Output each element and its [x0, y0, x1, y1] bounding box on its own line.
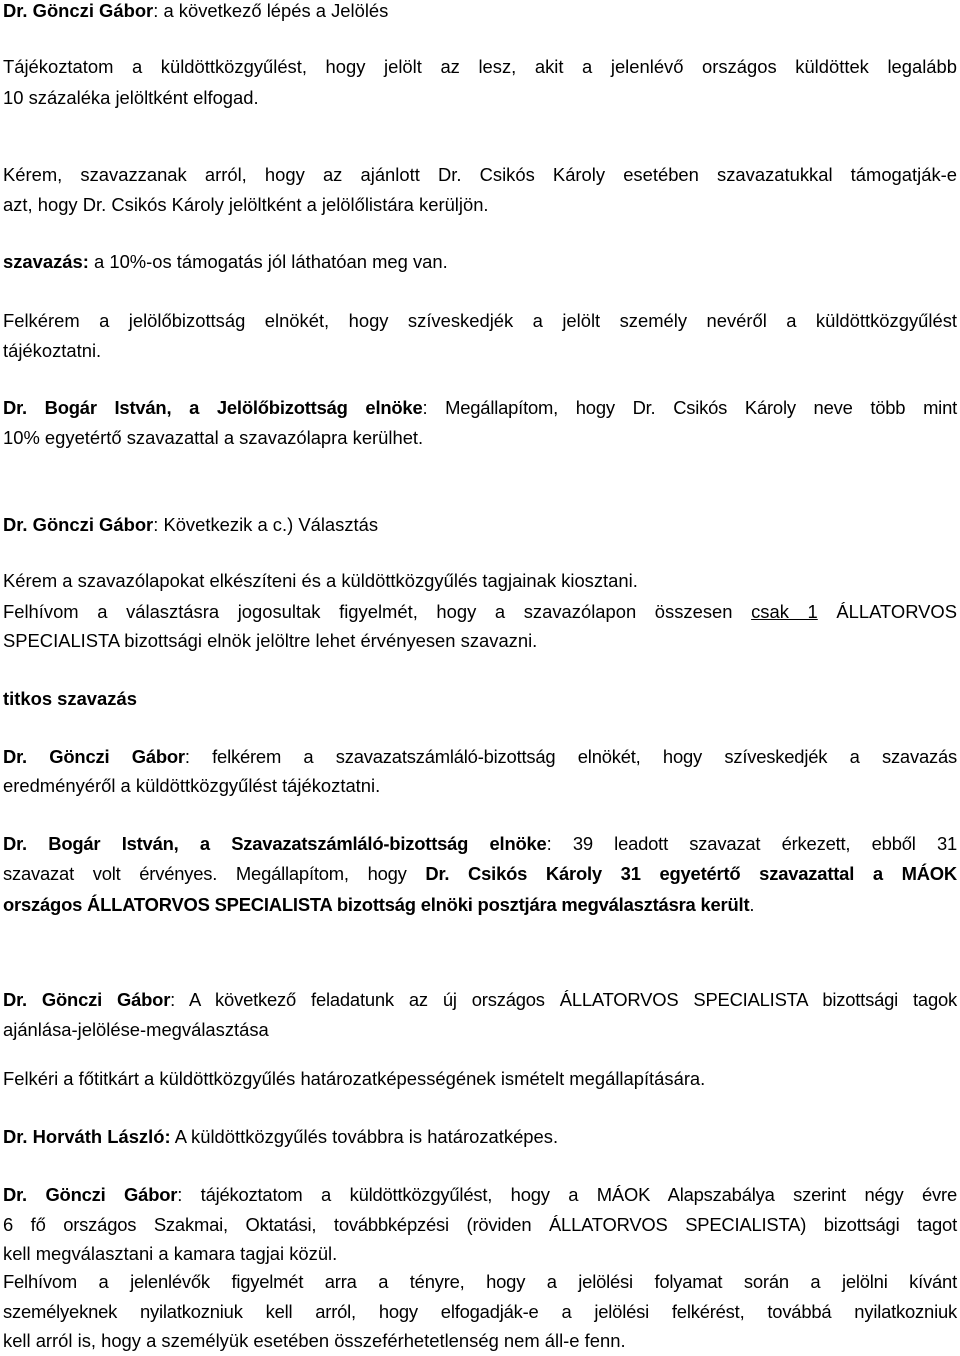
statement-text: : Következik a c.) Választás [153, 514, 379, 535]
p2-line2: 10 százaléka jelöltként elfogad. [3, 87, 259, 108]
p7-line [3, 513, 957, 537]
p3-line2: azt, hogy Dr. Csikós Károly jelöltként a jelölőlistára kerüljön. [3, 194, 489, 215]
vote-result-text: a 10%-os támogatás jól láthatóan meg van. [88, 251, 448, 272]
p6-line1 [3, 396, 957, 420]
statement-text: : a következő lépés a Jelölés [153, 0, 389, 21]
p5-line1: Felkérem a jelölőbizottság elnökét, hogy szíveskedjék a jelölt személy nevéről a küldöttközgyűlést [3, 310, 957, 331]
speaker-name: Dr. Horváth László: [3, 1126, 171, 1147]
speaker-name: Dr. Gönczi Gábor [3, 746, 185, 767]
p12-line1 [3, 988, 957, 1012]
statement-text: : 39 leadott szavazat érkezett, ebből 31 [546, 833, 958, 854]
speaker-name: Dr. Gönczi Gábor [3, 1184, 178, 1205]
p9-line [3, 687, 957, 711]
underlined-text: csak 1 [751, 601, 818, 622]
p12-line2: ajánlása-jelölése-megválasztása [3, 1019, 269, 1040]
p15-line3: kell megválasztani a kamara tagjai közül. [3, 1243, 338, 1264]
p15-line5: személyeknek nyilatkozniuk kell arról, hogy elfogadják-e a jelölési felkérést, továbbá nyilatkozniuk [3, 1301, 957, 1322]
p15-line6: kell arról is, hogy a személyük esetében összeférhetetlenség nem áll-e fenn. [3, 1330, 626, 1351]
p6-line2: 10% egyetértő szavazattal a szavazólapra kerülhet. [3, 427, 424, 448]
p11-line3: országos ÁLLATORVOS SPECIALISTA bizottság elnöki posztjára megválasztásra került. [3, 894, 755, 915]
p10-line1 [3, 745, 957, 769]
p10-line2: eredményéről a küldöttközgyűlést tájékoztatni. [3, 775, 381, 796]
p1-line [3, 0, 957, 23]
statement-text: : tájékoztatom a küldöttközgyűlést, hogy a MÁOK Alapszabálya szerint négy évre [177, 1184, 958, 1205]
p3-line1: Kérem, szavazzanak arról, hogy az ajánlott Dr. Csikós Károly esetében szavazatukkal támogatják-e [3, 164, 957, 185]
speaker-name: Dr. Gönczi Gábor [3, 0, 154, 21]
p5-line2: tájékoztatni. [3, 340, 102, 361]
p8-line2: Felhívom a választásra jogosultak figyelmét, hogy a szavazólapon összesen csak 1 ÁLLATORVOS [3, 601, 957, 622]
speaker-name: Dr. Gönczi Gábor [3, 989, 171, 1010]
p15-line1 [3, 1183, 957, 1207]
p8-line3: SPECIALISTA bizottsági elnök jelöltre lehet érvényesen szavazni. [3, 630, 538, 651]
statement-text: : A következő feladatunk az új országos ÁLLATORVOS SPECIALISTA bizottsági tagok [170, 989, 957, 1010]
p15-line4: Felhívom a jelenlévők figyelmét arra a tényre, hogy a jelölési folyamat során a jelölni kívánt [3, 1271, 957, 1292]
p13-line: Felkéri a főtitkárt a küldöttközgyűlés határozatképességének ismételt megállapítására. [3, 1068, 706, 1089]
p11-line1 [3, 832, 957, 856]
result-bold-text: Dr. Csikós Károly 31 egyetértő szavazattal a MÁOK [425, 863, 957, 884]
vote-label: szavazás: [3, 251, 89, 272]
p2-line1: Tájékoztatom a küldöttközgyűlést, hogy jelölt az lesz, akit a jelenlévő országos küldöttek legalább [3, 56, 957, 77]
statement-text: : felkérem a szavazatszámláló-bizottság elnökét, hogy szíveskedjék a szavazás [184, 746, 958, 767]
speaker-name: Dr. Gönczi Gábor [3, 514, 154, 535]
p14-line [3, 1125, 957, 1149]
result-bold-text: országos ÁLLATORVOS SPECIALISTA bizottság elnöki posztjára megválasztásra került [3, 894, 750, 915]
statement-text: A küldöttközgyűlés továbbra is határozatképes. [170, 1126, 559, 1147]
statement-text: : Megállapítom, hogy Dr. Csikós Károly neve több mint [422, 397, 958, 418]
p8-line1: Kérem a szavazólapokat elkészíteni és a küldöttközgyűlés tagjainak kiosztani. [3, 570, 638, 591]
secret-vote-label: titkos szavazás [3, 688, 137, 709]
speaker-name: Dr. Bogár István, a Jelölőbizottság elnöke [3, 397, 423, 418]
p4-line [3, 250, 957, 274]
p15-line2: 6 fő országos Szakmai, Oktatási, továbbképzési (röviden ÁLLATORVOS SPECIALISTA) bizottsági tagot [3, 1214, 957, 1235]
p11-line2: szavazat volt érvényes. Megállapítom, hogy Dr. Csikós Károly 31 egyetértő szavazattal a MÁOK [3, 863, 957, 884]
speaker-name: Dr. Bogár István, a Szavazatszámláló-bizottság elnöke [3, 833, 547, 854]
